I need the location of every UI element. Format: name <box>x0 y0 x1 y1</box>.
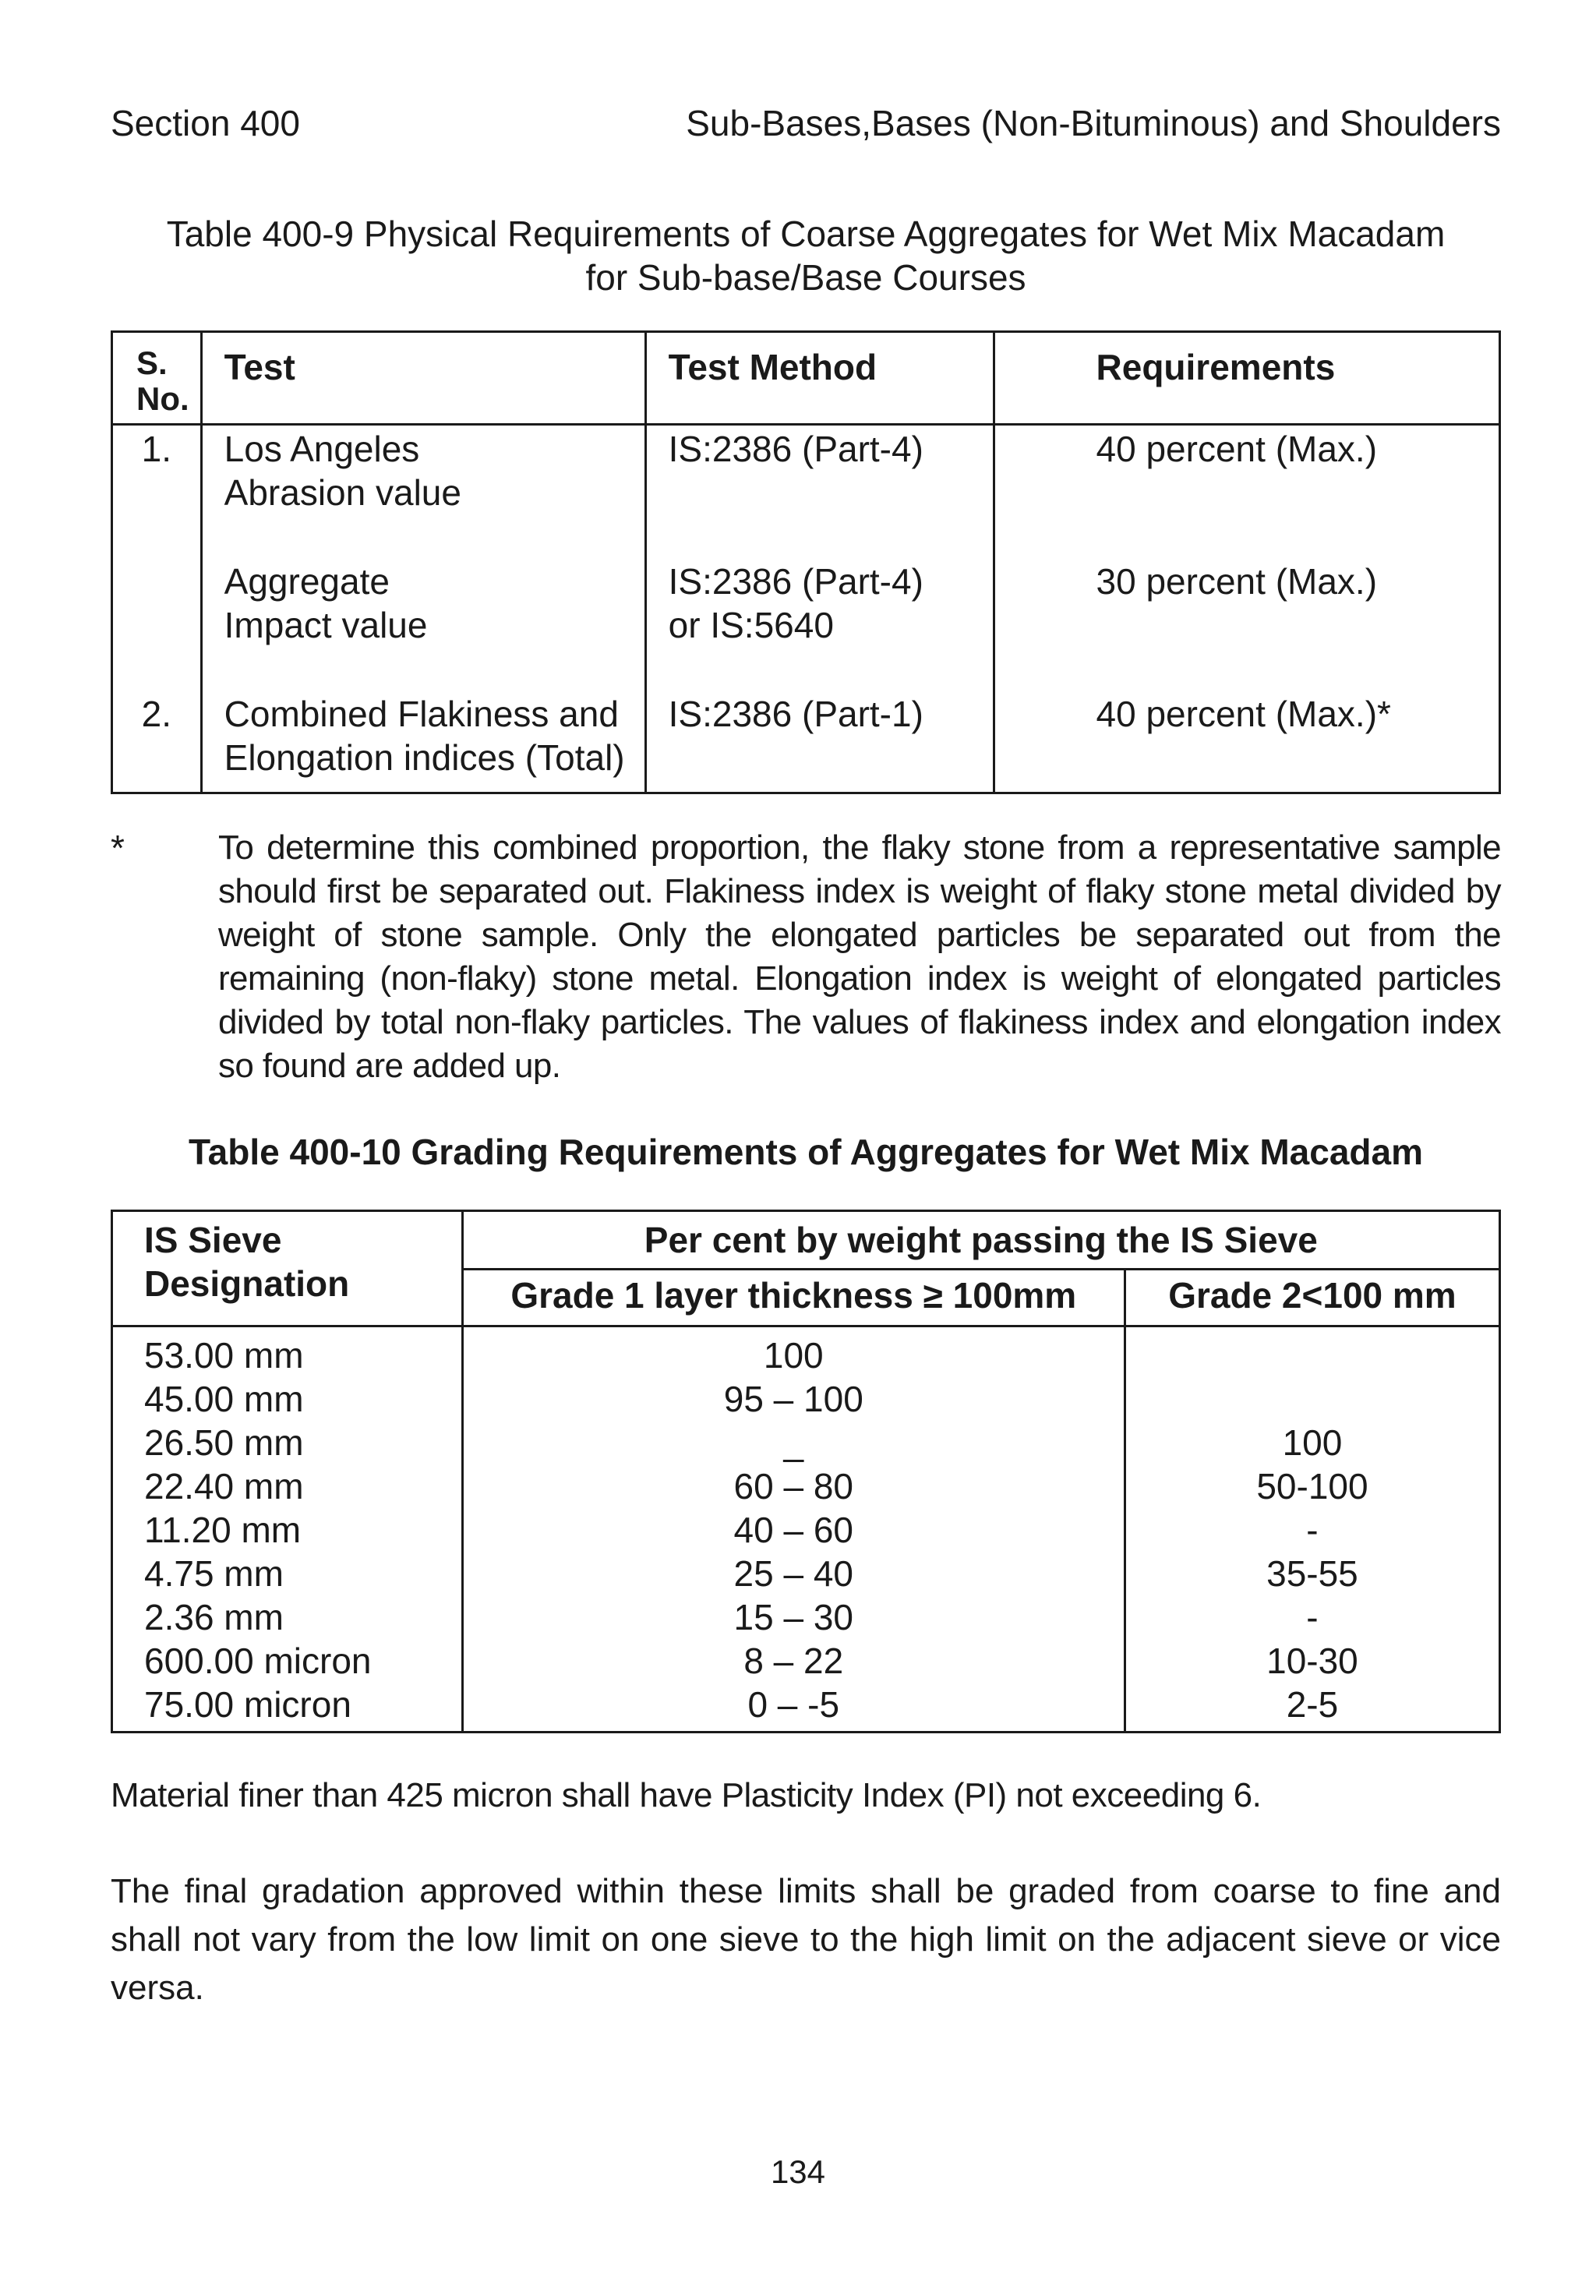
footnote-marker: * <box>111 828 125 868</box>
cell-grade-1: 95 – 100 <box>462 1377 1125 1421</box>
cell-grade-2: 35-55 <box>1266 1553 1358 1594</box>
table-400-9 <box>111 330 1501 794</box>
col-header-sno: S. No. <box>112 332 202 425</box>
table-row <box>112 691 1500 793</box>
cell-test: Combined Flakiness and Elongation indices (Total) <box>201 691 645 793</box>
table-row <box>112 558 1500 691</box>
plasticity-note: Material finer than 425 micron shall have Plasticity Index (PI) not exceeding 6. <box>111 1776 1262 1814</box>
cell-requirement: 30 percent (Max.) <box>994 558 1499 691</box>
table-header-row <box>112 1211 1500 1270</box>
cell-grade-2: 2-5 <box>1286 1684 1339 1725</box>
table-row <box>112 425 1500 559</box>
table-row <box>112 1464 1500 1508</box>
table-row <box>112 1326 1500 1378</box>
col-header-test: Test <box>201 332 645 425</box>
table-400-9-title-line1: Table 400-9 Physical Requirements of Coarse Aggregates for Wet Mix Macadam <box>166 214 1446 254</box>
table-400-10-title: Table 400-10 Grading Requirements of Aggregates for Wet Mix Macadam <box>189 1132 1423 1172</box>
cell-grade-1: 8 – 22 <box>462 1639 1125 1683</box>
cell-sieve: 26.50 mm <box>112 1421 463 1464</box>
cell-grade-1: 15 – 30 <box>462 1595 1125 1639</box>
cell-sno: 2. <box>141 694 172 734</box>
table-row <box>112 1552 1500 1595</box>
cell-sieve: 75.00 micron <box>112 1683 463 1733</box>
table-header-row <box>112 332 1500 425</box>
chapter-header: Sub-Bases,Bases (Non-Bituminous) and Shoulders <box>686 103 1501 143</box>
col-header-requirements: Requirements <box>994 332 1499 425</box>
cell-sieve: 4.75 mm <box>112 1552 463 1595</box>
cell-grade-2 <box>1125 1377 1499 1421</box>
page-number: 134 <box>770 2153 826 2190</box>
table-row <box>112 1377 1500 1421</box>
cell-test: Aggregate Impact value <box>201 558 645 691</box>
col-header-test-method: Test Method <box>645 332 994 425</box>
cell-sno: 1. <box>141 429 172 469</box>
cell-sieve: 22.40 mm <box>112 1464 463 1508</box>
table-400-9-title <box>111 212 1501 299</box>
col-header-sieve-designation: IS Sieve Designation <box>112 1211 463 1326</box>
cell-sieve: 53.00 mm <box>112 1326 463 1378</box>
table-row <box>112 1595 1500 1639</box>
table-row <box>112 1639 1500 1683</box>
cell-requirement: 40 percent (Max.)* <box>994 691 1499 793</box>
table-400-10 <box>111 1210 1501 1733</box>
cell-sieve: 11.20 mm <box>112 1508 463 1552</box>
cell-grade-2: - <box>1306 1510 1319 1550</box>
cell-grade-1: 25 – 40 <box>462 1552 1125 1595</box>
cell-sno <box>112 558 202 691</box>
table-row <box>112 1421 1500 1464</box>
col-header-grade-2: Grade 2<100 mm <box>1125 1270 1499 1326</box>
cell-sieve: 2.36 mm <box>112 1595 463 1639</box>
cell-grade-2 <box>1125 1326 1499 1378</box>
cell-grade-1: 0 – -5 <box>462 1683 1125 1733</box>
cell-test-method: IS:2386 (Part-4) <box>645 425 994 559</box>
col-header-grade-1: Grade 1 layer thickness ≥ 100mm <box>462 1270 1125 1326</box>
cell-test: Los Angeles Abrasion value <box>201 425 645 559</box>
cell-test-method: IS:2386 (Part-1) <box>645 691 994 793</box>
footnote-text: To determine this combined proportion, the flaky stone from a representative sample should first be separated out. Flakiness index is weight of flaky stone metal divided by weight of stone sample. Only the elongated particles be separated out from the remaining (non-flaky) stone metal. Elongation index is weight of elongated particles divided by total non-flaky particles. The values of flakiness index and elongation index so found are added up. <box>218 828 1501 1085</box>
col-header-percent-passing: Per cent by weight passing the IS Sieve <box>462 1211 1499 1270</box>
cell-requirement: 40 percent (Max.) <box>994 425 1499 559</box>
table-row <box>112 1508 1500 1552</box>
cell-grade-2: - <box>1306 1597 1319 1637</box>
cell-grade-2: 100 <box>1282 1422 1343 1463</box>
cell-grade-1: 100 <box>462 1326 1125 1378</box>
cell-grade-1: 60 – 80 <box>462 1464 1125 1508</box>
cell-grade-1: _ <box>462 1421 1125 1464</box>
cell-sieve: 600.00 micron <box>112 1639 463 1683</box>
cell-grade-2: 50-100 <box>1256 1466 1368 1507</box>
section-header: Section 400 <box>111 103 300 143</box>
gradation-note: The final gradation approved within these limits shall be graded from coarse to fine and shall not vary from the low limit on one sieve to the high limit on the adjacent sieve or vice versa. <box>111 1872 1501 2007</box>
cell-grade-2: 10-30 <box>1266 1641 1358 1681</box>
table-row <box>112 1683 1500 1733</box>
cell-grade-1: 40 – 60 <box>462 1508 1125 1552</box>
cell-test-method: IS:2386 (Part-4) or IS:5640 <box>645 558 994 691</box>
table-400-9-title-line2: for Sub-base/Base Courses <box>585 257 1026 298</box>
cell-sieve: 45.00 mm <box>112 1377 463 1421</box>
